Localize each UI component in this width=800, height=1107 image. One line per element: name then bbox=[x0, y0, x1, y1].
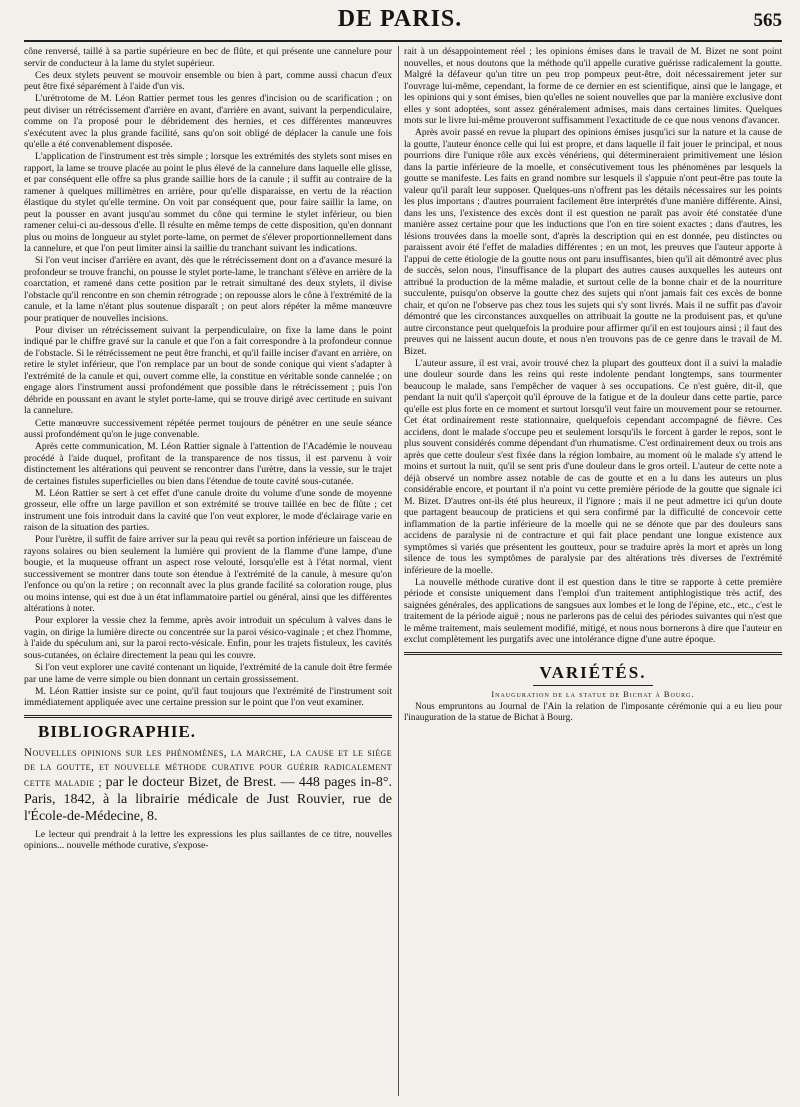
bibliography-intro: Le lecteur qui prendrait à la lettre les expressions les plus saillantes de ce titre, nouvelles opinions... nouvelle méthode curative, s'expose- bbox=[24, 828, 392, 852]
header-rule bbox=[24, 40, 782, 42]
paragraph: La nouvelle méthode curative dont il est question dans le titre se rapporte à cette première période et consiste uniquement dans l'emploi d'un traitement antiphlogistique très actif, des saignées générales, des applications de sangsues aux lombes et le long de l'épine, etc., etc., c'est le traitement de la période aiguë ; nous ne parlerons pas de celui des périodes suivantes qui n'est que le même traitement, mais seulement modifié, mitigé, et nous nous bornerons à dire que l'auteur en exclut complètement les purgatifs avec une intolérance digne d'une autre époque. bbox=[404, 576, 782, 646]
varietes-rule bbox=[533, 685, 653, 686]
paragraph: Après avoir passé en revue la plupart des opinions émises jusqu'ici sur la nature et la cause de la goutte, l'auteur énonce celle qui lui est propre, et dans laquelle il fait jouer le principal, et nous pourrions dire l'unique rôle aux excès vénériens, qui détermineraient primitivement une lésion dans la partie inférieure de la moelle, et consécutivement tous les phénomènes par lesquels la goutte se manifeste. Les faits en grand nombre sur lesquels il s'appuie n'ont peut-être pas toute la valeur qu'il paraît leur supposer. Quelques-uns n'offrent pas les détails nécessaires sur les points les plus importans ; d'autres pourraient facilement être interprétés d'une manière différente. Ainsi, dans les uns, l'existence des excès dont il est question ne paraît pas avoir été constatée d'une manière assez certaine pour que les inductions que l'on en tire soient exactes ; dans d'autres, les lésions trouvées dans la moelle sont, d'après la description qui en est donnée, peu distinctes ou paraissent avoir été l'effet de maladies différentes ; en un mot, les preuves que l'auteur apporte à l'appui de cette étiologie de la goutte nous ont paru insuffisantes, bien qu'il ait démontré avec plus de succès, selon nous, l'insuffisance de la plupart des autres causes auxquelles les auteurs ont attribué la production de la même maladie, et surtout celle de la bonne chair et de la nourriture succulente, puisqu'on observe la goutte chez des sujets qui n'ont jamais fait ces excès de bonne chair, et qu'on ne l'observe pas chez tous les sujets qui s'y sont livrés. Mais il ne suffit pas d'avoir démontré que les circonstances auxquelles on attribuait la goutte ne la produisent pas, et qu'une autre circonstance peut quelquefois la produire pour affirmer qu'il en est toujours ainsi ; il faut des preuves qui ne laissent aucun doute, et nous n'en trouvons pas de ce genre dans le travail de M. Bizet. bbox=[404, 127, 782, 357]
paragraph: rait à un désappointement réel ; les opinions émises dans le travail de M. Bizet ne sont point nouvelles, et nous doutons que la méthode qu'il appelle curative guérisse radicalement la goutte. Malgré la défaveur qu'un titre un peu trop pompeux peut-être, doit nécessairement jeter sur l'ouvrage lui-même, cependant, la forme de ce dernier en est scientifique, ainsi que le langage, et les opinions qui y sont émises, bien qu'elles ne soient nouvelles que par la manière exclusive dont elles y sont adoptées, sont assez généralement admises, mais dans certaines limites. Quelques mots sur le livre lui-même prouveront suffisamment l'exactitude de ce que nous venons d'avancer. bbox=[404, 46, 782, 126]
paragraph: Si l'on veut explorer une cavité contenant un liquide, l'extrémité de la canule doit être fermée par une lame de verre simple ou bien donnant un certain grossissement. bbox=[24, 662, 392, 685]
paragraph: Cette manœuvre successivement répétée permet toujours de pénétrer en une seule séance aussi profondément qu'on le juge convenable. bbox=[24, 417, 392, 441]
paragraph: Après cette communication, M. Léon Rattier signale à l'attention de l'Académie le nouveau procédé à l'aide duquel, profitant de la transparence de nos tissus, il est parvenu à voir distinctement les altérations qui peuvent se rencontrer dans l'urètre, dans la vessie, sur le trajet de certaines fistules superficielles ou bien dans l'étendue de toute cavité sous-cutanée. bbox=[24, 441, 392, 487]
paragraph: L'auteur assure, il est vrai, avoir trouvé chez la plupart des goutteux dont il a suivi la maladie une douleur sourde dans les reins qui reste indolente pendant longtemps, sans tourmenter beaucoup le malade, sans l'empêcher de vaquer à ses occupations. Ce n'est guère, dit-il, que pendant la nuit qu'il s'aperçoit qu'il éprouve de la fatigue et de la douleur dans cette partie, parce qu'elle est plus forte en ce moment et surtout lorsqu'il veut faire un mouvement pour se retourner. Cet état ordinairement reste stationnaire, quelquefois cependant accompagné de fièvre. Ces accidens, dont le malade s'occupe peu et seulement lorsqu'ils le forcent à garder le repos, sont le plus souvent considérés comme dépendant d'un rhumatisme. C'est ordinairement deux ou trois ans après que cette douleur s'est fixée dans la région lombaire, au moment où le malade s'y attend le moins et surtout la nuit, qu'il se sent pris d'une douleur dans le gros orteil. L'auteur de cette note a déjà observé un nombre assez notable de cas de goutte et en a lu dans les auteurs un plus considérable encore, et pourtant il n'a point vu cette première période de la goutte que signale ici M. Bizet. D'autres ont-ils été plus heureux, il l'ignore ; mais il ne peut admettre ici qu'un doute que partagent beaucoup de praticiens et qui sera confirmé par la difficulté de concevoir cette inflammation de la partie inférieure de la moelle qui ne se dénote que par des douleurs sans accidens de paralysie ni de contracture et qui fait place pendant une longue existence aux symptômes si variés que présentent les goutteux, pour se traduire après la mort et après un long silence de tous les symptômes de paralysie par des altérations très diverses de l'extrémité inférieure de la moelle. bbox=[404, 357, 782, 576]
page-header-title: DE PARIS. bbox=[337, 6, 463, 32]
page-number: 565 bbox=[753, 10, 782, 31]
book-details: par le docteur Bizet, de Brest. — 448 pages in-8°. Paris, 1842, à la librairie médicale de Just Rouvier, rue de l'École-de-Médecine, 8. bbox=[24, 774, 393, 824]
paragraph: cône renversé, taillé à sa partie supérieure en bec de flûte, et qui présente une cannelure pour servir de conducteur à la lame du stylet supérieur. bbox=[24, 46, 392, 69]
paragraph: L'application de l'instrument est très simple ; lorsque les extrémités des stylets sont mises en rapport, la lame se trouve placée au point le plus élevé de la cannelure dans laquelle elle glisse, et par conséquent elle offre sa plus grande saillie hors de la canule ; il suffit au contraire de la ramener à quelques millimètres en arrière, pour qu'elle disparaisse, en vertu de la réaction élastique du stylet qu'elle termine. On voit par conséquent que, pour faire saillir la lame, on peut la pousser en avant jusqu'au sommet du cône qui termine le stylet inférieur, ou bien ramener celui-ci au-dessous d'elle. Il résulte en même temps de cette disposition, qu'en donnant plus ou moins de longueur au stylet porte-lame, on permet de s'élever proportionnellement dans la cannelure, et que l'on peut limiter ainsi la saillie du tranchant suivant les indications. bbox=[24, 151, 392, 255]
section-divider bbox=[24, 715, 392, 718]
paragraph: Ces deux stylets peuvent se mouvoir ensemble ou bien à part, comme aussi chacun d'eux peut être fixé séparément à l'aide d'un vis. bbox=[24, 69, 392, 93]
paragraph: Pour explorer la vessie chez la femme, après avoir introduit un spéculum à valves dans le vagin, on dirige la lumière directe ou concentrée sur la paroi vésico-vaginale ; et chez l'homme, à l'aide du spéculum ani, sur la paroi recto-vésicale. Enfin, pour les trajets fistuleux, les cavités sous-cutanées, on éclaire directement la peau qui les couvre. bbox=[24, 615, 392, 661]
paragraph: Pour diviser un rétrécissement suivant la perpendiculaire, on fixe la lame dans le point indiqué par le chiffre gravé sur la canule et que l'on a fait correspondre à la profondeur connue de l'obstacle. Si le rétrécissement ne peut être franchi, et qu'il faille inciser d'avant en arrière, on retire le stylet inférieur, que l'on remplace par un bout de sonde conique qui vient s'adapter à l'extrémité de la canule et qui, ouvert comme elle, la constitue en véritable sonde cannelée ; on engage alors l'instrument aussi profondément que possible dans le rétrécissement ; puis l'on débride en poussant en avant le stylet porte-lame, qui se trouve dirigé avec certitude en suivant la cannelure. bbox=[24, 324, 392, 417]
varietes-heading: VARIÉTÉS. bbox=[539, 662, 647, 682]
section-divider bbox=[404, 652, 782, 655]
paragraph: M. Léon Rattier se sert à cet effet d'une canule droite du volume d'une sonde de moyenne grosseur, elle offre un large pavillon et son extrémité se trouve taillée en bec de flûte ; cet instrument une fois introduit dans la cavité que l'on veut explorer, le mode d'éclairage varie en raison de la situation des parties. bbox=[24, 487, 392, 534]
paragraph: Si l'on veut inciser d'arrière en avant, dès que le rétrécissement dont on a d'avance mesuré la profondeur se trouve franchi, on pousse le stylet porte-lame, le tranchant s'élève en arrière de la coarctation, et ramené dans cette position par le retrait simultané des deux stylets, il divise l'obstacle qu'il rencontre en son chemin rétrograde ; on repousse alors le cône à l'extrémité de la canule, et la lame n'étant plus soutenue disparaît ; on peut alors répéter la même manœuvre pour pratiquer de nouvelles incisions. bbox=[24, 255, 392, 324]
bibliography-heading: BIBLIOGRAPHIE. bbox=[38, 721, 197, 741]
column-separator bbox=[398, 46, 399, 1096]
paragraph: M. Léon Rattier insiste sur ce point, qu'il faut toujours que l'extrémité de l'instrument soit immédiatement appliquée avec une certaine pression sur le point que l'on veut examiner. bbox=[24, 685, 392, 709]
paragraph: L'urétrotome de M. Léon Rattier permet tous les genres d'incision ou de scarification ; on peut diviser un rétrécissement d'arrière en avant, d'arrière en avant, suivant la perpendiculaire, comme on l'a proposé pour le débridement des hernies, et ces différentes manœuvres s'exécutent avec la plus grande facilité, sans qu'on soit obligé de déplacer la canule une fois qu'elle a été convenablement disposée. bbox=[24, 93, 392, 151]
right-column bbox=[404, 46, 782, 724]
left-column bbox=[24, 46, 392, 852]
paragraph: Pour l'urètre, il suffit de faire arriver sur la peau qui revêt sa portion inférieure un faisceau de rayons solaires ou bien seulement la lumière qui provient de la flamme d'une lampe, d'une bougie, et la muqueuse offrant un aspect rose velouté, lorsqu'elle est à l'état normal, vient successivement se montrer dans toute son étendue à l'extrémité de la canule, à mesure qu'on l'enfonce ou qu'on la retire ; on reconnaît avec la plus grande facilité sa coloration rouge, plus ou moins intense, qui est due à un état inflammatoire partiel ou général, ainsi que les différentes altérations à noter. bbox=[24, 534, 393, 615]
book-title: Nouvelles opinions sur les phénomènes, la marche, la cause et le siége de la goutte, et nouvelle méthode curative pour guérir radicalement cette maladie ; bbox=[24, 746, 392, 789]
varietes-subheading: Inauguration de la statue de Bichat à Bourg. bbox=[491, 689, 695, 699]
varietes-text: Nous empruntons au Journal de l'Ain la relation de l'imposante cérémonie qui a eu lieu pour l'inauguration de la statue de Bichat à Bourg. bbox=[404, 701, 782, 723]
bibliography-entry bbox=[24, 746, 392, 825]
